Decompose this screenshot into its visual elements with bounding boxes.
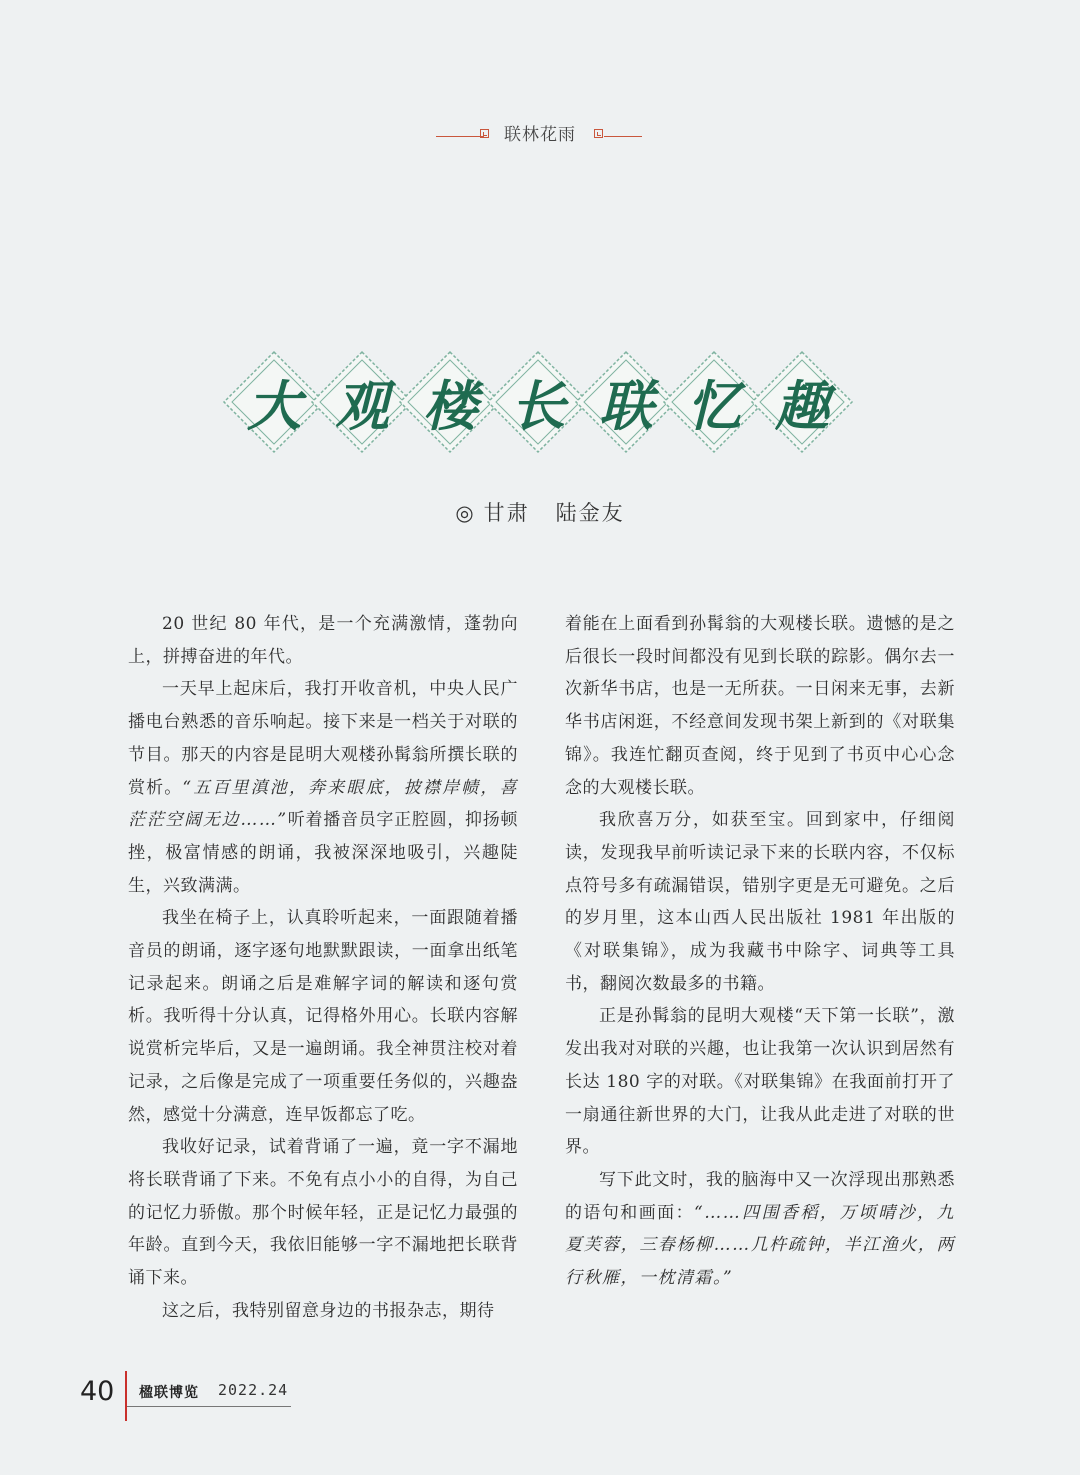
byline (0, 497, 1080, 527)
paragraph: 着能在上面看到孙髯翁的大观楼长联。遗憾的是之后很长一段时间都没有见到长联的踪影。偶尔去一次新华书店，也是一无所获。一日闲来无事，去新华书店闲逛，不经意间发现书架上新到的《对联集锦》。我连忙翻页查阅，终于见到了书页中心心念念的大观楼长联。 (565, 614, 955, 798)
body-column-left (128, 608, 518, 1327)
footer-rule (127, 1406, 291, 1407)
paragraph: 我坐在椅子上，认真聆听起来，一面跟随着播音员的朗诵，逐字逐句地默默跟读，一面拿出纸笔记录起来。朗诵之后是难解字词的解读和逐句赏析。我听得十分认真，记得格外用心。长联内容解说赏析完毕后，又是一遍朗诵。我全神贯注校对着记录，之后像是完成了一项重要任务似的，兴趣盎然，感觉十分满意，连早饭都忘了吃。 (128, 908, 518, 1125)
header-rule-right (604, 136, 642, 137)
byline-mark-icon: ◎ (455, 501, 476, 525)
section-header (0, 122, 1080, 148)
article-title (222, 350, 858, 454)
paragraph: 写下此文时，我的脑海中又一次浮现出那熟悉的语句和画面：“……四围香稻，万顷晴沙，九夏芙蓉，三春杨柳……几杵疏钟，半江渔火，两行秋雁，一枕清霜。” (565, 1169, 956, 1289)
title-char: 趣 (775, 373, 829, 438)
couplet-quote: “五百里滇池，奔来眼底，披襟岸帻，喜茫茫空阔无边……” (128, 777, 518, 831)
author-region: 甘肃 (483, 501, 530, 525)
paragraph: 我收好记录，试着背诵了一遍，竟一字不漏地将长联背诵了下来。不免有点小小的自得，为自己的记忆力骄傲。那个时候年轻，正是记忆力最强的年龄。直到今天，我依旧能够一字不漏地把长联背诵下来。 (128, 1137, 518, 1289)
magazine-name: 楹联博览 (139, 1385, 199, 1401)
title-char: 楼 (423, 373, 477, 438)
title-char: 长 (511, 373, 565, 438)
fret-ornament-icon (480, 129, 489, 138)
body-column-right (565, 608, 955, 1295)
couplet-quote: “……四围香稻，万顷晴沙，九夏芙蓉，三春杨柳……几杵疏钟，半江渔火，两行秋雁，一枕清霜。” (565, 1202, 956, 1289)
fret-ornament-icon (594, 129, 603, 138)
title-char: 观 (335, 373, 389, 438)
paragraph: 一天早上起床后，我打开收音机，中央人民广播电台熟悉的音乐响起。接下来是一档关于对联的节目。那天的内容是昆明大观楼孙髯翁所撰长联的赏析。“五百里滇池，奔来眼底，披襟岸帻，喜茫茫空阔无边……”听着播音员字正腔圆，抑扬顿挫，极富情感的朗诵，我被深深地吸引，兴趣陡生，兴致满满。 (128, 679, 519, 896)
title-char: 联 (599, 373, 653, 438)
title-char: 忆 (687, 373, 741, 438)
footer-accent-bar (125, 1371, 127, 1421)
author-name: 陆金友 (555, 501, 625, 525)
title-char-tile (750, 350, 854, 454)
title-char: 大 (247, 373, 301, 438)
paragraph: 这之后，我特别留意身边的书报杂志，期待 (162, 1300, 495, 1321)
section-label: 联林花雨 (504, 125, 576, 145)
paragraph: 我欣喜万分，如获至宝。回到家中，仔细阅读，发现我早前听读记录下来的长联内容，不仅标点符号多有疏漏错误，错别字更是无可避免。之后的岁月里，这本山西人民出版社 1981 年出版的《对联集锦》，成为我藏书中除字、词典等工具书，翻阅次数最多的书籍。 (565, 810, 955, 994)
header-rule-left (436, 136, 484, 137)
page-number: 40 (80, 1376, 115, 1407)
issue-number: 2022.24 (218, 1381, 289, 1399)
paragraph: 20 世纪 80 年代，是一个充满激情，蓬勃向上，拼搏奋进的年代。 (128, 614, 518, 667)
paragraph: 正是孙髯翁的昆明大观楼“天下第一长联”，激发出我对对联的兴趣，也让我第一次认识到居然有长达 180 字的对联。《对联集锦》在我面前打开了一扇通往新世界的大门，让我从此走进了对联的世界。 (565, 1006, 955, 1158)
